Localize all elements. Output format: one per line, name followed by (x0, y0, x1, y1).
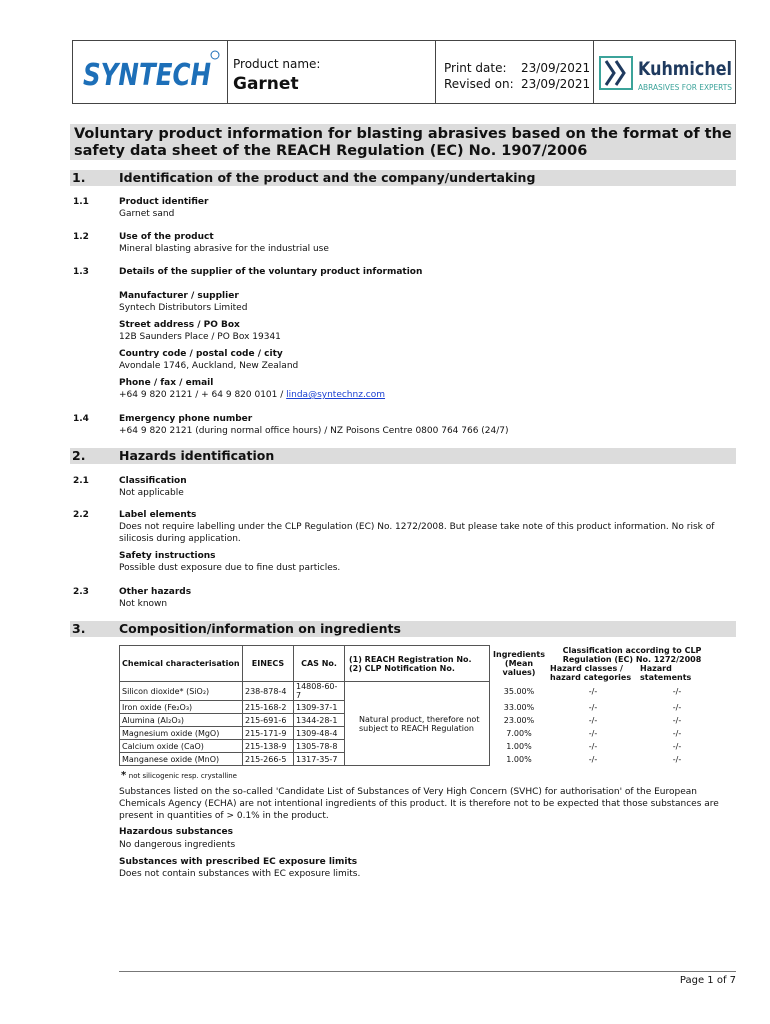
subsection-text: Does not require labelling under the CLP Regulation (EC) No. 1272/2008. But please take note of this product information. No risk of silicosis during application. (119, 522, 715, 544)
kuhmichel-logo (594, 41, 735, 103)
cell-hazard-statement: -/- (672, 741, 682, 751)
syntech-logo-cell (73, 41, 228, 103)
section-title: Composition/information on ingredients (119, 621, 401, 636)
cell-hazard-class: -/- (588, 741, 598, 751)
subsection-text: Garnet sand (119, 209, 175, 219)
cell-einecs: 215-171-9 (243, 727, 294, 740)
subsection-text: Mineral blasting abrasive for the industrial use (119, 244, 329, 254)
col-header-reach: (1) REACH Registration No. (2) CLP Notification No. (345, 646, 490, 682)
field-heading: Phone / fax / email (119, 378, 214, 388)
cell-cas: 1309-48-4 (294, 727, 345, 740)
subsection-heading: Classification (119, 476, 187, 486)
subsection-heading: Label elements (119, 510, 197, 520)
page-number: Page 1 of 7 (679, 975, 736, 986)
field-heading: Hazardous substances (119, 827, 234, 837)
field-text: No dangerous ingredients (119, 840, 236, 850)
subsection-number: 1.2 (73, 232, 89, 242)
subsection-heading: Product identifier (119, 197, 209, 207)
col-header-classification: Classification according to CLP Regulation (EC) No. 1272/2008 (562, 645, 702, 664)
section-number: 2. (72, 448, 86, 463)
field-text: 12B Saunders Place / PO Box 19341 (119, 332, 281, 342)
field-heading: Manufacturer / supplier (119, 291, 239, 301)
document-header (72, 40, 736, 104)
field-heading: Country code / postal code / city (119, 349, 283, 359)
col-header-hazard-statements: Hazard statements (640, 663, 692, 682)
field-heading: Safety instructions (119, 551, 216, 561)
dates-cell (436, 41, 594, 103)
cell-mean: 1.00% (506, 741, 532, 751)
revised-date: 23/09/2021 (521, 77, 591, 91)
cell-mean: 1.00% (506, 754, 532, 764)
col-header-chemical: Chemical characterisation (120, 646, 243, 682)
subsection-number: 2.1 (73, 476, 89, 486)
subsection-number: 2.3 (73, 587, 89, 597)
cell-einecs: 215-168-2 (243, 701, 294, 714)
product-name-cell (228, 41, 436, 103)
section-3-header (70, 621, 736, 637)
contact-line (119, 389, 385, 401)
registered-mark-icon (211, 51, 219, 59)
subsection-number: 2.2 (73, 510, 89, 520)
footnote-text: not silicogenic resp. crystalline (128, 772, 237, 780)
cell-mean: 33.00% (503, 702, 535, 712)
cell-cas: 1305-78-8 (294, 740, 345, 753)
cell-hazard-statement: -/- (672, 728, 682, 738)
cell-einecs: 215-138-9 (243, 740, 294, 753)
cell-einecs: 215-266-5 (243, 753, 294, 766)
section-number: 1. (72, 170, 86, 185)
kuhmichel-tagline: ABRASIVES FOR EXPERTS (638, 83, 733, 92)
kuhmichel-logo-cell (594, 41, 735, 103)
cell-hazard-class: -/- (588, 715, 598, 725)
email-link[interactable]: linda@syntechnz.com (286, 390, 386, 400)
cell-hazard-statement: -/- (672, 754, 682, 764)
product-name-label: Product name: (233, 57, 321, 71)
field-heading: Street address / PO Box (119, 320, 240, 330)
footer-divider (119, 971, 736, 972)
section-2-header (70, 448, 736, 464)
subsection-number: 1.4 (73, 414, 89, 424)
product-name: Garnet (233, 74, 299, 94)
cell-cas: 1344-28-1 (294, 714, 345, 727)
cell-hazard-class: -/- (588, 702, 598, 712)
cell-chemical: Magnesium oxide (MgO) (120, 727, 243, 740)
subsection-heading: Details of the supplier of the voluntary product information (119, 267, 423, 277)
field-text: Avondale 1746, Auckland, New Zealand (119, 361, 299, 371)
subsection-number: 1.1 (73, 197, 89, 207)
cell-einecs: 215-691-6 (243, 714, 294, 727)
subsection-text: Not applicable (119, 488, 184, 498)
cell-hazard-statement: -/- (672, 715, 682, 725)
syntech-logo (73, 41, 223, 103)
subsection-text: Not known (119, 599, 168, 609)
subsection-heading: Use of the product (119, 232, 214, 242)
kuhmichel-logo-text: Kuhmichel (638, 58, 732, 80)
subsection-number: 1.3 (73, 267, 89, 277)
field-text: Does not contain substances with EC exposure limits. (119, 869, 361, 879)
cell-hazard-class: -/- (588, 686, 598, 696)
cell-chemical: Silicon dioxide* (SiO₂) (120, 682, 243, 701)
cell-chemical: Alumina (Al₂O₃) (120, 714, 243, 727)
syntech-logo-text: SYNTECH (83, 58, 211, 93)
table-footnote (121, 770, 237, 781)
table-row (120, 682, 717, 701)
revised-label: Revised on: (444, 77, 514, 91)
cell-chemical: Manganese oxide (MnO) (120, 753, 243, 766)
section-title: Identification of the product and the company/undertaking (119, 170, 536, 185)
cell-hazard-statement: -/- (672, 702, 682, 712)
cell-cas: 14808-60-7 (294, 682, 345, 701)
col-header-einecs: EINECS (243, 646, 294, 682)
print-date: 23/09/2021 (521, 61, 591, 75)
cell-einecs: 238-878-4 (243, 682, 294, 701)
cell-mean: 35.00% (503, 686, 535, 696)
cell-hazard-class: -/- (588, 728, 598, 738)
cell-mean: 23.00% (503, 715, 535, 725)
cell-chemical: Calcium oxide (CaO) (120, 740, 243, 753)
subsection-heading: Other hazards (119, 587, 192, 597)
cell-cas: 1317-35-7 (294, 753, 345, 766)
field-heading: Substances with prescribed EC exposure limits (119, 857, 358, 867)
field-text: Possible dust exposure due to fine dust particles. (119, 563, 341, 573)
contact-phone-fax: +64 9 820 2121 / + 64 9 820 0101 / (119, 390, 287, 400)
cell-cas: 1309-37-1 (294, 701, 345, 714)
svhc-paragraph: Substances listed on the so-called 'Candidate List of Substances of Very High Concern (SVHC) for authorisation' of the European Chemicals Agency (ECHA) are not intentional ingredients of this product. It is therefore not to be expected that those substances are present in quantities of > 0.1% in the product. (119, 787, 719, 821)
cell-chemical: Iron oxide (Fe₂O₃) (120, 701, 243, 714)
field-text: Syntech Distributors Limited (119, 303, 248, 313)
section-1-header (70, 170, 736, 186)
ingredients-table (119, 645, 716, 766)
col-header-hazard-classes: Hazard classes / hazard categories (550, 663, 632, 682)
col-header-ingredients: Ingredients (Mean values) (493, 650, 545, 677)
subsection-heading: Emergency phone number (119, 414, 253, 424)
footnote-mark: * (121, 770, 127, 781)
document-title: Voluntary product information for blasting abrasives based on the format of the safety data sheet of the REACH Regulation (EC) No. 1907/2006 (70, 124, 736, 160)
col-header-cas: CAS No. (294, 646, 345, 682)
section-number: 3. (72, 621, 86, 636)
cell-hazard-statement: -/- (672, 686, 682, 696)
section-title: Hazards identification (119, 448, 275, 463)
cell-reach-note: Natural product, therefore not subject to REACH Regulation (345, 682, 490, 766)
cell-mean: 7.00% (506, 728, 532, 738)
cell-hazard-class: -/- (588, 754, 598, 764)
print-date-label: Print date: (444, 61, 507, 75)
subsection-text: +64 9 820 2121 (during normal office hours) / NZ Poisons Centre 0800 764 766 (24/7) (119, 426, 509, 436)
